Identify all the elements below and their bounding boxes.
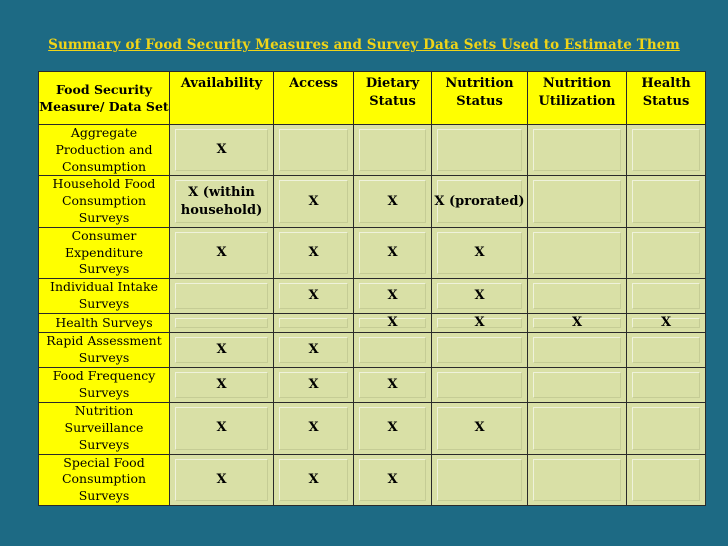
cell-value: X — [387, 193, 398, 209]
cell-dietary-status — [354, 227, 432, 278]
row-label: Household Food Consumption Surveys — [39, 176, 170, 227]
cell-access — [274, 279, 354, 314]
cell-nutrition-utilization — [528, 368, 627, 403]
cell-value: X (prorated) — [434, 193, 525, 209]
cell-value: X — [308, 288, 319, 304]
cell-value: X — [308, 471, 319, 487]
cell-access — [274, 368, 354, 403]
header-access: Access — [274, 72, 354, 125]
cell-availability — [170, 279, 274, 314]
cell-nutrition-status — [432, 403, 528, 454]
cell-dietary-status — [354, 333, 432, 368]
cell-dietary-status — [354, 279, 432, 314]
cell-health-status — [627, 227, 706, 278]
cell-health-status — [627, 403, 706, 454]
cell-value: X — [474, 244, 485, 260]
table-row — [39, 125, 706, 176]
table-row — [39, 279, 706, 314]
cell-dietary-status — [354, 403, 432, 454]
cell-nutrition-status — [432, 227, 528, 278]
table-row — [39, 403, 706, 454]
cell-value: X — [474, 315, 485, 331]
cell-availability — [170, 176, 274, 227]
cell-dietary-status — [354, 454, 432, 505]
cell-nutrition-status — [432, 368, 528, 403]
cell-availability — [170, 227, 274, 278]
cell-health-status — [627, 454, 706, 505]
cell-value: X — [387, 315, 398, 331]
cell-nutrition-utilization — [528, 333, 627, 368]
cell-value: X — [216, 342, 227, 358]
header-health-status: Health Status — [627, 72, 706, 125]
table-row — [39, 454, 706, 505]
cell-value: X — [387, 420, 398, 436]
table-row — [39, 314, 706, 333]
row-label: Health Surveys — [39, 314, 170, 333]
cell-availability — [170, 314, 274, 333]
cell-dietary-status — [354, 125, 432, 176]
cell-access — [274, 454, 354, 505]
cell-value: X — [308, 420, 319, 436]
cell-access — [274, 314, 354, 333]
cell-availability — [170, 403, 274, 454]
table-row — [39, 368, 706, 403]
cell-access — [274, 333, 354, 368]
header-nutrition-utilization: Nutrition Utilization — [528, 72, 627, 125]
cell-value: X — [387, 244, 398, 260]
cell-health-status — [627, 314, 706, 333]
cell-value: X — [474, 288, 485, 304]
cell-access — [274, 176, 354, 227]
cell-health-status — [627, 125, 706, 176]
cell-availability — [170, 368, 274, 403]
cell-dietary-status — [354, 176, 432, 227]
cell-nutrition-utilization — [528, 125, 627, 176]
cell-nutrition-utilization — [528, 279, 627, 314]
row-label: Rapid Assessment Surveys — [39, 333, 170, 368]
cell-value: X — [660, 315, 672, 331]
header-measure-dataset: Food Security Measure/ Data Set — [39, 72, 170, 125]
cell-nutrition-status — [432, 454, 528, 505]
row-label: Consumer Expenditure Surveys — [39, 227, 170, 278]
cell-nutrition-utilization — [528, 403, 627, 454]
cell-nutrition-utilization — [528, 227, 627, 278]
cell-access — [274, 125, 354, 176]
cell-nutrition-status — [432, 176, 528, 227]
row-label: Aggregate Production and Consumption — [39, 125, 170, 176]
cell-nutrition-utilization — [528, 314, 627, 333]
cell-value: X — [308, 377, 319, 393]
cell-availability — [170, 125, 274, 176]
cell-value: X — [216, 420, 227, 436]
cell-health-status — [627, 176, 706, 227]
table-body — [39, 125, 706, 506]
header-availability: Availability — [170, 72, 274, 125]
cell-nutrition-status — [432, 279, 528, 314]
slide-title: Summary of Food Security Measures and Survey Data Sets Used to Estimate Them — [48, 37, 680, 53]
food-security-table — [38, 71, 706, 506]
cell-value: X — [571, 315, 583, 331]
cell-access — [274, 227, 354, 278]
table-row — [39, 176, 706, 227]
cell-nutrition-status — [432, 314, 528, 333]
cell-value: X (within household) — [180, 184, 263, 218]
cell-dietary-status — [354, 314, 432, 333]
cell-value: X — [387, 471, 398, 487]
cell-value: X — [216, 142, 227, 158]
header-dietary-status: Dietary Status — [354, 72, 432, 125]
row-label: Special Food Consumption Surveys — [39, 454, 170, 505]
cell-value: X — [308, 244, 319, 260]
row-label: Food Frequency Surveys — [39, 368, 170, 403]
cell-value: X — [474, 420, 485, 436]
table-row — [39, 333, 706, 368]
cell-access — [274, 403, 354, 454]
cell-dietary-status — [354, 368, 432, 403]
cell-value: X — [387, 288, 398, 304]
cell-nutrition-status — [432, 333, 528, 368]
header-row — [39, 72, 706, 125]
cell-health-status — [627, 333, 706, 368]
cell-nutrition-utilization — [528, 454, 627, 505]
header-nutrition-status: Nutrition Status — [432, 72, 528, 125]
row-label: Individual Intake Surveys — [39, 279, 170, 314]
cell-value: X — [308, 342, 319, 358]
cell-value: X — [308, 193, 319, 209]
row-label: Nutrition Surveillance Surveys — [39, 403, 170, 454]
cell-value: X — [216, 471, 227, 487]
cell-value: X — [216, 377, 227, 393]
table-row — [39, 227, 706, 278]
cell-value: X — [216, 244, 227, 260]
cell-availability — [170, 454, 274, 505]
cell-nutrition-utilization — [528, 176, 627, 227]
cell-value: X — [387, 377, 398, 393]
cell-health-status — [627, 279, 706, 314]
cell-nutrition-status — [432, 125, 528, 176]
cell-health-status — [627, 368, 706, 403]
cell-availability — [170, 333, 274, 368]
